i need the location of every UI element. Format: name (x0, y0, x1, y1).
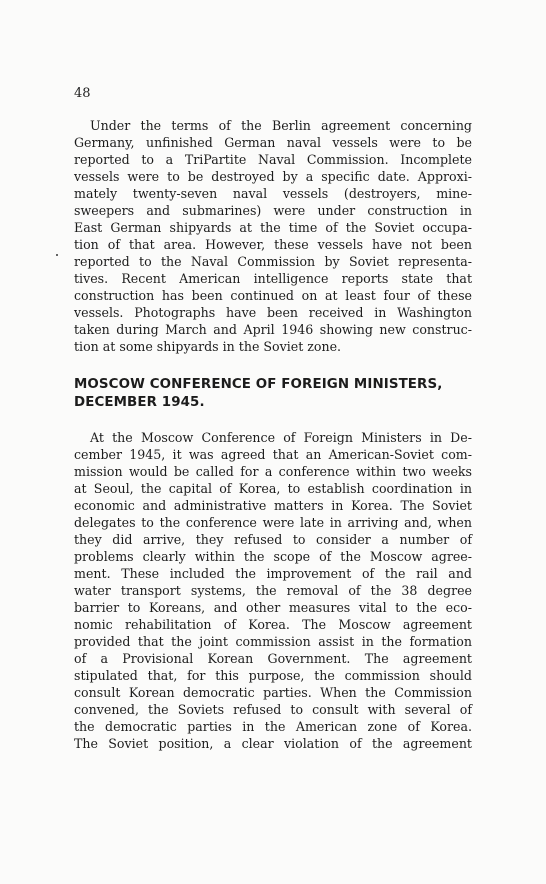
text-line: taken during March and April 1946 showing new construc- (74, 322, 472, 337)
text-line: reported to the Naval Commission by Soviet representa- (74, 254, 472, 269)
text-line: the democratic parties in the American zone of Korea. (74, 719, 472, 734)
text-line: sweepers and submarines) were under construction in (74, 203, 472, 218)
text-line: Under the terms of the Berlin agreement concerning (90, 118, 472, 133)
text-line: provided that the joint commission assist in the formation (74, 634, 472, 649)
text-line: The Soviet position, a clear violation of the agreement (74, 736, 472, 751)
text-line: water transport systems, the removal of the 38 degree (74, 583, 472, 598)
text-line: At the Moscow Conference of Foreign Ministers in De- (90, 430, 472, 445)
scan-speck (56, 254, 58, 256)
text-line: ment. These included the improvement of the rail and (74, 566, 472, 581)
text-line: Germany, unfinished German naval vessels were to be (74, 135, 472, 150)
text-line: nomic rehabilitation of Korea. The Moscow agreement (74, 617, 472, 632)
text-line: construction has been continued on at least four of these (74, 288, 472, 303)
text-line: delegates to the conference were late in arriving and, when (74, 515, 472, 530)
heading-line: DECEMBER 1945. (74, 395, 205, 410)
text-line: economic and administrative matters in Korea. The Soviet (74, 498, 472, 513)
text-line: vessels. Photographs have been received in Washington (74, 305, 472, 320)
text-line: barrier to Koreans, and other measures vital to the eco- (74, 600, 472, 615)
text-line: convened, the Soviets refused to consult with several of (74, 702, 472, 717)
text-line: reported to a TriPartite Naval Commission. Incomplete (74, 152, 472, 167)
text-line: consult Korean democratic parties. When the Commission (74, 685, 472, 700)
text-line: problems clearly within the scope of the Moscow agree- (74, 549, 472, 564)
text-line: mately twenty-seven naval vessels (destroyers, mine- (74, 186, 472, 201)
text-line: stipulated that, for this purpose, the commission should (74, 668, 472, 683)
text-line: tion of that area. However, these vessels have not been (74, 237, 472, 252)
text-line: they did arrive, they refused to consider a number of (74, 532, 472, 547)
text-line: vessels were to be destroyed by a specific date. Approxi- (74, 169, 472, 184)
text-line: cember 1945, it was agreed that an American-Soviet com- (74, 447, 472, 462)
text-line: tion at some shipyards in the Soviet zone. (74, 339, 342, 354)
text-line: at Seoul, the capital of Korea, to establish coordination in (74, 481, 472, 496)
text-line: of a Provisional Korean Government. The agreement (74, 651, 472, 666)
heading-line: MOSCOW CONFERENCE OF FOREIGN MINISTERS, (74, 377, 443, 392)
text-line: mission would be called for a conference within two weeks (74, 464, 472, 479)
page-number: 48 (74, 86, 91, 101)
text-line: tives. Recent American intelligence reports state that (74, 271, 472, 286)
text-line: East German shipyards at the time of the Soviet occupa- (74, 220, 472, 235)
